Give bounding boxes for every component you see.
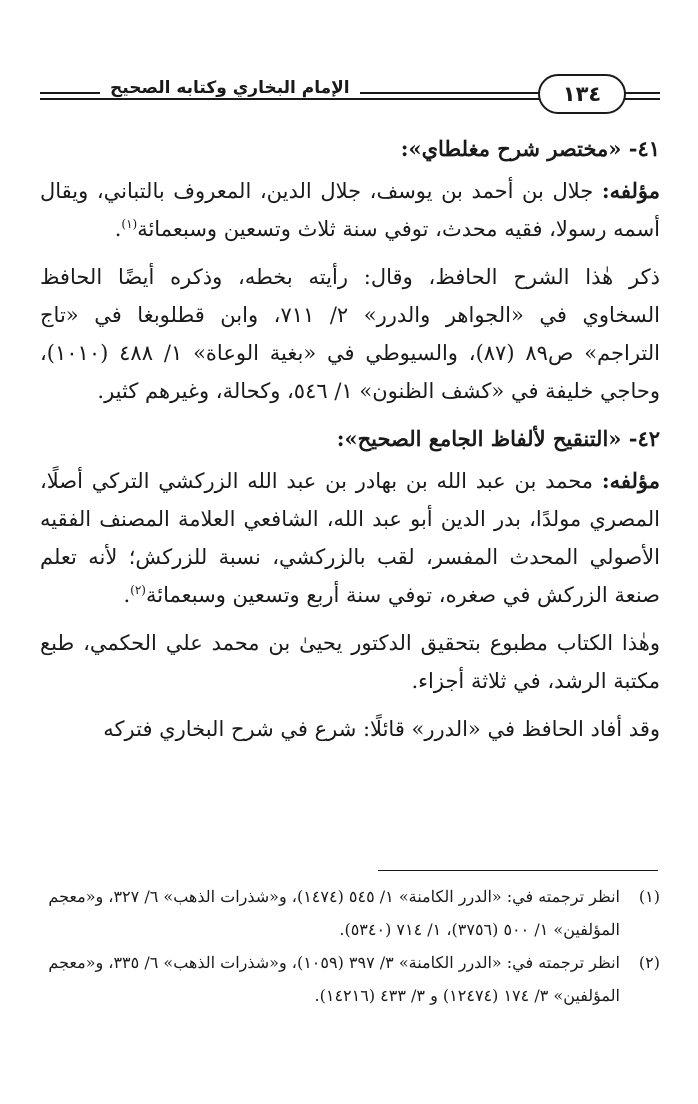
footnote-2-text: انظر ترجمته في: «الدرر الكامنة» ٣/ ٣٩٧ (١٠٥٩)، و«شذرات الذهب» ٦/ ٣٣٥، و«معجم المؤلفين» ٣/ ١٧٤ (١٢٤٧٤) و ٣/ ٤٣٣ (١٤٢١٦). xyxy=(48,953,620,1005)
entry-42-paragraph-2: وهٰذا الكتاب مطبوع بتحقيق الدكتور يحيىٰ بن محمد علي الحكمي، طبع مكتبة الرشد، في ثلاثة أجزاء. xyxy=(40,631,660,693)
footnote-ref-1[interactable]: (١) xyxy=(121,217,138,231)
entry-42-paragraph-3: وقد أفاد الحافظ في «الدرر» قائلًا: شرع في شرح البخاري فتركه xyxy=(103,717,660,741)
entry-41-title: ٤١- «مختصر شرح مغلطاي»: xyxy=(400,136,660,161)
footnote-1-label: (١) xyxy=(638,887,660,906)
entry-41-author-end: . xyxy=(114,217,122,241)
entry-41-author-text: جلال بن أحمد بن يوسف، جلال الدين، المعروف بالتباني، ويقال أسمه رسولا، فقيه محدث، توفي سنة ثلاث وتسعين وسبعمائة xyxy=(40,179,660,241)
footnote-separator xyxy=(378,870,658,871)
page-header xyxy=(40,74,660,118)
entry-41-paragraph-2: ذكر هٰذا الشرح الحافظ، وقال: رأيته بخطه، وذكره أيضًا الحافظ السخاوي في «الجواهر والدرر» ٢/ ٧١١، وابن قطلوبغا في «تاج التراجم» ص٨٩ (٨٧)، والسيوطي في «بغية الوعاة» ١/ ٤٨٨ (١٠١٠)، وحاجي خليفة في «كشف الظنون» ١/ ٥٤٦، وكحالة، وغيرهم كثير. xyxy=(40,265,660,403)
entry-42-author-text: محمد بن عبد الله بن بهادر بن عبد الله الزركشي التركي أصلًا، المصري مولدًا، بدر الدين أبو عبد الله، الشافعي العلامة المصنف الفقيه الأصولي المحدث المفسر، لقب بالزركشي، نسبة للزركش؛ لأنه تعلم صنعة الزركش في صغره، توفي سنة أربع وتسعين وسبعمائة xyxy=(40,469,660,607)
entry-42-author-label: مؤلفه: xyxy=(601,468,660,493)
page-number: ١٣٤ xyxy=(538,74,626,114)
entry-41-author-paragraph xyxy=(40,172,660,248)
entry-41-author-label: مؤلفه: xyxy=(601,178,660,203)
footnote-ref-2[interactable]: (٢) xyxy=(130,583,146,597)
entry-42-author-end: . xyxy=(123,583,131,607)
footnote-2-label: (٢) xyxy=(638,953,660,972)
footnote-1-text: انظر ترجمته في: «الدرر الكامنة» ١/ ٥٤٥ (١٤٧٤)، و«شذرات الذهب» ٦/ ٣٢٧، و«معجم المؤلفين» ١/ ٥٠٠ (٣٧٥٦)، ١/ ٧١٤ (٥٣٤٠). xyxy=(48,887,620,939)
main-text xyxy=(40,130,660,758)
entry-42-author-paragraph xyxy=(40,462,660,614)
entry-42-title: ٤٢- «التنقيح لألفاظ الجامع الصحيح»: xyxy=(336,426,660,451)
running-title: الإمام البخاري وكتابه الصحيح xyxy=(100,78,360,98)
footnote-1 xyxy=(40,880,660,946)
footnote-2 xyxy=(40,946,660,1012)
footnotes xyxy=(40,880,660,1012)
